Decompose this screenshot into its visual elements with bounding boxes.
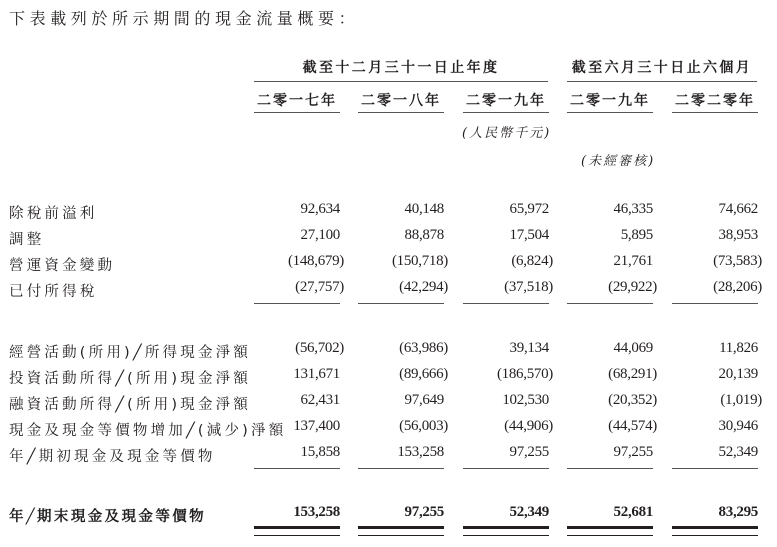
- cell-2018: 97,649: [404, 392, 444, 408]
- cell-2018: 88,878: [404, 227, 444, 243]
- column-header-2017: 二零一七年: [254, 90, 340, 113]
- row-label: 調整: [9, 232, 45, 248]
- subtotal-rule: [672, 468, 758, 469]
- cell-2020-h1: 38,953: [718, 227, 758, 243]
- column-header-2019: 二零一九年: [463, 90, 549, 113]
- row-label: 年╱期初現金及現金等價物: [9, 449, 216, 465]
- cell-2018: 40,148: [404, 201, 444, 217]
- unaudited-note: (未經審核): [581, 154, 656, 169]
- cell-2020-h1: (28,206): [713, 279, 762, 295]
- cell-2018: (42,294): [399, 279, 448, 295]
- cell-2020-h1: 52,349: [718, 444, 758, 460]
- cell-2019: 102,530: [502, 392, 549, 408]
- cell-2017: (27,757): [295, 279, 344, 295]
- cell-2019: (6,824): [511, 253, 553, 269]
- column-header-2020-h1: 二零二零年: [672, 90, 758, 113]
- cell-2017: 137,400: [293, 418, 340, 434]
- cell-2019-h1: (44,574): [608, 418, 657, 434]
- cell-2020-h1: (73,583): [713, 253, 762, 269]
- row-label: 已付所得稅: [9, 284, 98, 300]
- subtotal-rule: [463, 303, 549, 304]
- cell-2020-h1: 30,946: [718, 418, 758, 434]
- cell-2017: (56,702): [295, 340, 344, 356]
- unit-note: (人民幣千元): [462, 126, 552, 141]
- cell-2018: 153,258: [397, 444, 444, 460]
- total-double-rule: [254, 526, 340, 536]
- subtotal-rule: [567, 303, 653, 304]
- subtotal-rule: [672, 303, 758, 304]
- cell-2019-h1: (20,352): [608, 392, 657, 408]
- subtotal-rule: [358, 468, 444, 469]
- row-label: 經營活動(所用)╱所得現金淨額: [9, 345, 252, 361]
- cell-2019: 97,255: [509, 444, 549, 460]
- row-label: 除稅前溢利: [9, 206, 98, 222]
- cell-2020-h1: 74,662: [718, 201, 758, 217]
- cell-2018: (56,003): [399, 418, 448, 434]
- subtotal-rule: [567, 468, 653, 469]
- cell-2019-h1: 5,895: [620, 227, 653, 243]
- column-header-2018: 二零一八年: [358, 90, 444, 113]
- total-double-rule: [463, 526, 549, 536]
- cell-2018: (150,718): [391, 253, 448, 269]
- subtotal-rule: [358, 303, 444, 304]
- cell-2020-h1: 20,139: [718, 366, 758, 382]
- cell-2017: 62,431: [300, 392, 340, 408]
- cell-2017: 131,671: [293, 366, 340, 382]
- cell-2019: (186,570): [496, 366, 553, 382]
- cell-2017: 15,858: [300, 444, 340, 460]
- cell-2019: 39,134: [509, 340, 549, 356]
- row-label: 融資活動所得╱(所用)現金淨額: [9, 397, 252, 413]
- group-header-years: 截至十二月三十一日止年度: [254, 57, 548, 82]
- total-cell-2019-h1: 52,681: [613, 504, 653, 520]
- cell-2020-h1: 11,826: [719, 340, 758, 356]
- cell-2019: (37,518): [504, 279, 553, 295]
- total-double-rule: [672, 526, 758, 536]
- cell-2020-h1: (1,019): [720, 392, 762, 408]
- cell-2017: (148,679): [287, 253, 344, 269]
- cell-2019-h1: 21,761: [613, 253, 653, 269]
- cell-2017: 92,634: [300, 201, 340, 217]
- total-cell-2017: 153,258: [293, 504, 340, 520]
- row-label: 現金及現金等價物增加╱(減少)淨額: [9, 423, 287, 439]
- cell-2019-h1: 46,335: [613, 201, 653, 217]
- cell-2019-h1: 44,069: [613, 340, 653, 356]
- cell-2018: (63,986): [399, 340, 448, 356]
- cell-2017: 27,100: [300, 227, 340, 243]
- total-cell-2020-h1: 83,295: [718, 504, 758, 520]
- cell-2019: 65,972: [509, 201, 549, 217]
- column-header-2019-h1: 二零一九年: [567, 90, 653, 113]
- subtotal-rule: [463, 468, 549, 469]
- group-header-six-months: 截至六月三十日止六個月: [567, 57, 757, 82]
- total-cell-2018: 97,255: [404, 504, 444, 520]
- cell-2019-h1: (29,922): [608, 279, 657, 295]
- cell-2019: (44,906): [504, 418, 553, 434]
- cell-2018: (89,666): [399, 366, 448, 382]
- cell-2019: 17,504: [509, 227, 549, 243]
- total-double-rule: [358, 526, 444, 536]
- total-row-label: 年╱期末現金及現金等價物: [9, 509, 207, 525]
- cell-2019-h1: (68,291): [608, 366, 657, 382]
- intro-text: 下表載列於所示期間的現金流量概要：: [9, 9, 360, 28]
- subtotal-rule: [254, 468, 340, 469]
- subtotal-rule: [254, 303, 340, 304]
- row-label: 投資活動所得╱(所用)現金淨額: [9, 371, 252, 387]
- total-cell-2019: 52,349: [509, 504, 549, 520]
- row-label: 營運資金變動: [9, 258, 116, 274]
- cell-2019-h1: 97,255: [613, 444, 653, 460]
- total-double-rule: [567, 526, 653, 536]
